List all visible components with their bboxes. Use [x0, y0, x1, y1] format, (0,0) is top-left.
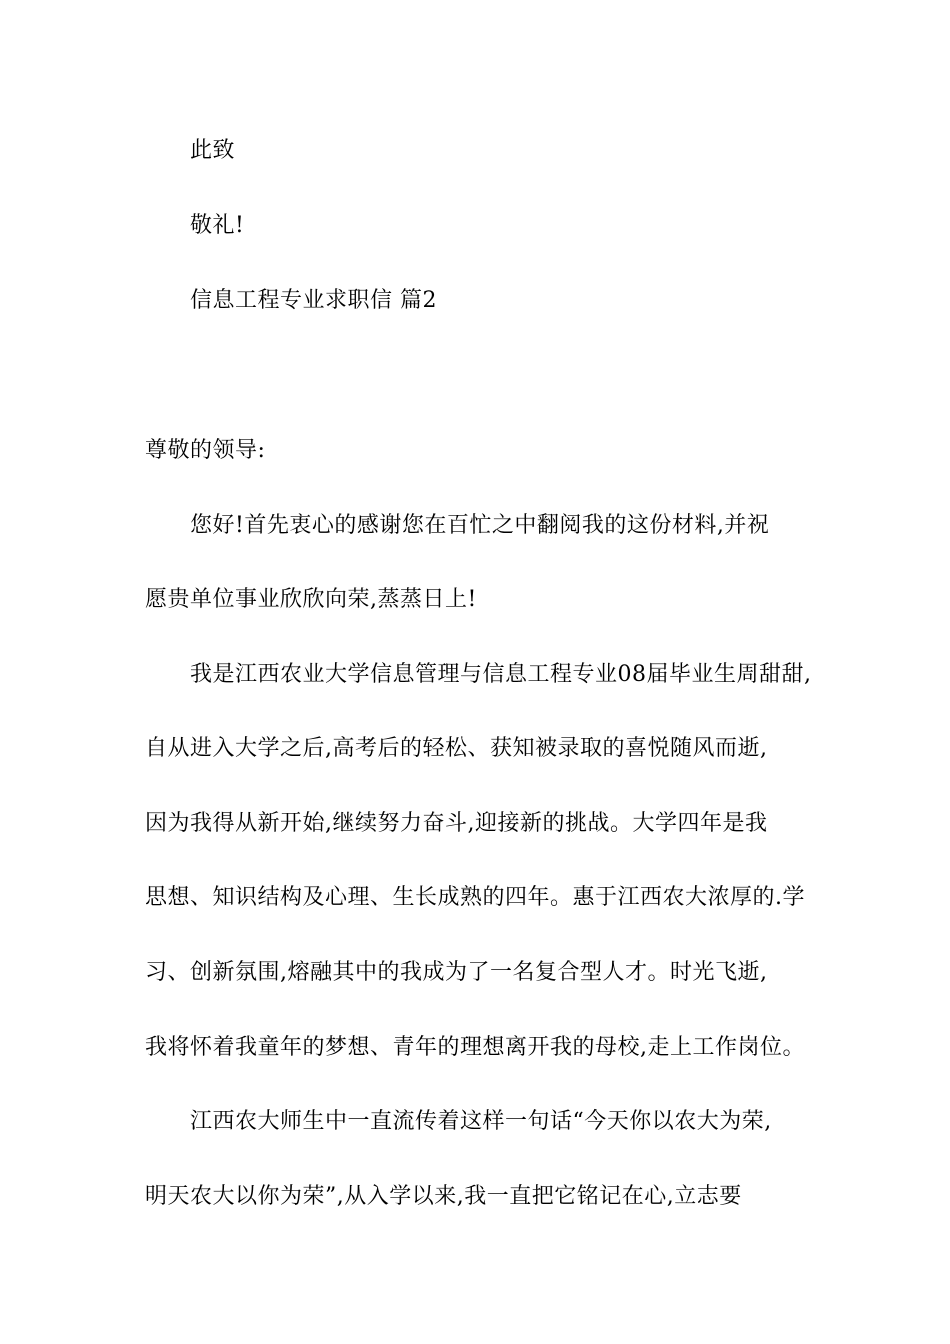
greeting: 尊敬的领导:: [145, 438, 266, 463]
section-heading: 信息工程专业求职信 篇2: [190, 288, 437, 313]
paragraph-2-line-2: 自从进入大学之后,高考后的轻松、获知被录取的喜悦随风而逝,: [145, 736, 768, 761]
paragraph-2-line-1: 我是江西农业大学信息管理与信息工程专业08届毕业生周甜甜,: [190, 662, 812, 687]
closing-salutation-2: 敬礼!: [190, 213, 245, 238]
paragraph-2-line-4: 思想、知识结构及心理、生长成熟的四年。惠于江西农大浓厚的.学: [145, 885, 805, 910]
paragraph-1-line-1: 您好!首先衷心的感谢您在百忙之中翻阅我的这份材料,并祝: [190, 513, 770, 538]
paragraph-2-line-5: 习、创新氛围,熔融其中的我成为了一名复合型人才。时光飞逝,: [145, 960, 768, 985]
paragraph-3-line-2: 明天农大以你为荣”,从入学以来,我一直把它铭记在心,立志要: [145, 1184, 742, 1209]
paragraph-2-line-3: 因为我得从新开始,继续努力奋斗,迎接新的挑战。大学四年是我: [145, 811, 768, 836]
paragraph-1-line-2: 愿贵单位事业欣欣向荣,蒸蒸日上!: [145, 587, 477, 612]
closing-salutation-1: 此致: [190, 138, 236, 163]
paragraph-3-line-1: 江西农大师生中一直流传着这样一句话“今天你以农大为荣,: [190, 1109, 772, 1134]
paragraph-2-line-6: 我将怀着我童年的梦想、青年的理想离开我的母校,走上工作岗位。: [145, 1035, 805, 1060]
